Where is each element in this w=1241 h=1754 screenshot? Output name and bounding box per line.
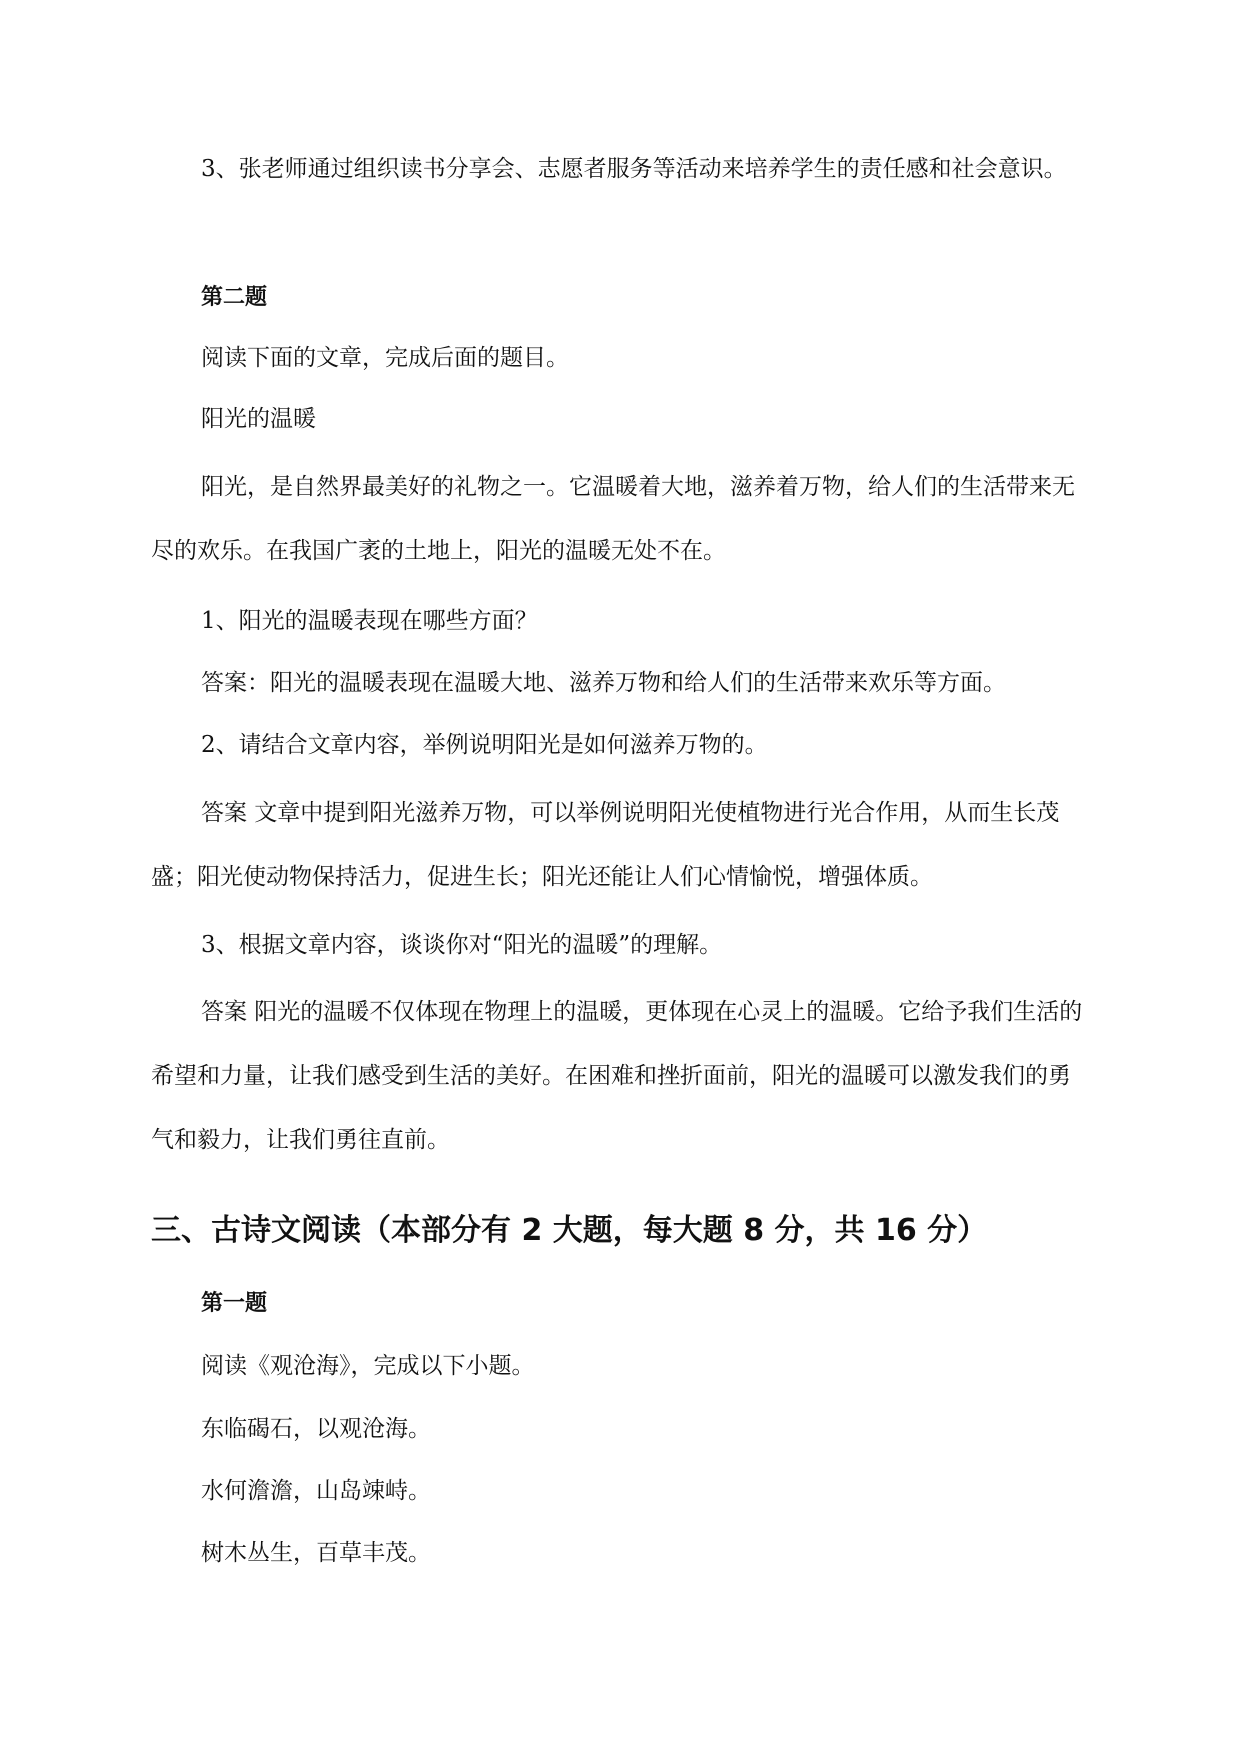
answer-2: 答案 文章中提到阳光滋养万物，可以举例说明阳光使植物进行光合作用，从而生长茂盛；阳光使动物保持活力，促进生长；阳光还能让人们心情愉悦，增强体质。 <box>151 800 1060 890</box>
poem-line: 东临碣石，以观沧海。 <box>201 1416 431 1442</box>
section-three-heading: 三、古诗文阅读（本部分有 2 大题，每大题 8 分，共 16 分） <box>151 1213 988 1248</box>
sub-question-3: 3、根据文章内容，谈谈你对“阳光的温暖”的理解。 <box>201 932 723 958</box>
answer-1: 答案：阳光的温暖表现在温暖大地、滋养万物和给人们的生活带来欢乐等方面。 <box>201 670 1006 696</box>
paragraph-item-3: 3、张老师通过组织读书分享会、志愿者服务等活动来培养学生的责任感和社会意识。 <box>201 156 1067 182</box>
article-title: 阳光的温暖 <box>201 406 316 432</box>
sub-question-2: 2、请结合文章内容，举例说明阳光是如何滋养万物的。 <box>201 732 768 758</box>
poem-line: 水何澹澹，山岛竦峙。 <box>201 1478 431 1504</box>
question-two-title: 第二题 <box>201 285 268 310</box>
question-two-intro: 阅读下面的文章，完成后面的题目。 <box>201 345 569 371</box>
article-body: 阳光，是自然界最美好的礼物之一。它温暖着大地，滋养着万物，给人们的生活带来无尽的欢乐。在我国广袤的土地上，阳光的温暖无处不在。 <box>151 474 1075 564</box>
poem-line: 树木丛生，百草丰茂。 <box>201 1540 431 1566</box>
answer-3: 答案 阳光的温暖不仅体现在物理上的温暖，更体现在心灵上的温暖。它给予我们生活的希望和力量，让我们感受到生活的美好。在困难和挫折面前，阳光的温暖可以激发我们的勇气和毅力，让我们勇往直前。 <box>151 999 1083 1153</box>
poem-intro: 阅读《观沧海》，完成以下小题。 <box>201 1353 535 1379</box>
sub-question-1: 1、阳光的温暖表现在哪些方面？ <box>201 608 538 634</box>
section-three-question-one-title: 第一题 <box>201 1291 268 1316</box>
